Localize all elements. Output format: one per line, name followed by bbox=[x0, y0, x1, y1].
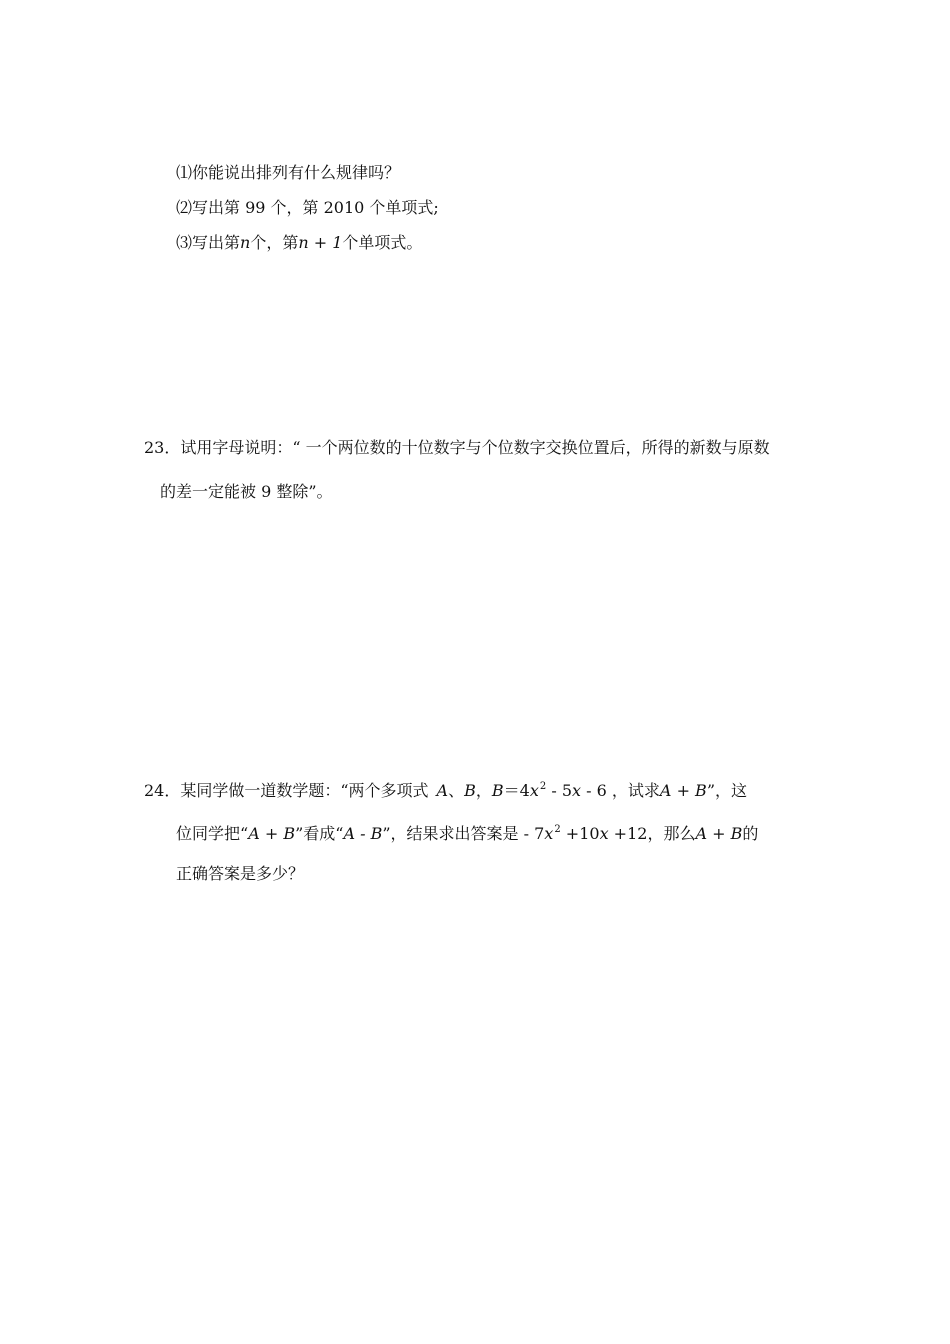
q24-l2-sum-2: A + B bbox=[695, 824, 743, 843]
q22-part-2-text: ⑵写出第 99 个，第 2010 个单项式; bbox=[176, 198, 439, 217]
q24-l2-text-d: +10 bbox=[560, 824, 600, 843]
q24-l1-text-d: - 5 bbox=[546, 781, 573, 800]
q24-l2-text-c: ”，结果求出答案是 - 7 bbox=[382, 824, 545, 843]
q23-line-2 bbox=[160, 480, 333, 504]
q24-l2-sum: A + B bbox=[248, 824, 296, 843]
q24-l1-var-B2: B bbox=[491, 781, 504, 800]
q24-l2-diff: A - B bbox=[343, 824, 383, 843]
q22-part-2 bbox=[176, 196, 439, 220]
q23-line-1 bbox=[144, 436, 770, 460]
q24-l1-var-x: x bbox=[529, 781, 539, 800]
q24-l2-exponent: 2 bbox=[554, 824, 561, 835]
q22-part-3-var-n: n bbox=[240, 233, 251, 252]
q24-line-2 bbox=[176, 822, 758, 849]
q24-l2-text-f: 的 bbox=[742, 824, 759, 843]
q24-l1-var-B: B bbox=[464, 781, 476, 800]
q24-l1-text-e: - 6 ，试求 bbox=[581, 781, 660, 800]
q24-line-3-text: 正确答案是多少？ bbox=[176, 864, 305, 883]
q24-l2-text-b: ”看成“ bbox=[295, 824, 344, 843]
q22-part-1-text: ⑴你能说出排列有什么规律吗？ bbox=[176, 163, 401, 182]
q22-part-3-text-c: 个单项式。 bbox=[342, 233, 423, 252]
q24-line-3 bbox=[176, 862, 304, 886]
q22-part-3 bbox=[176, 231, 422, 255]
q24-line-1 bbox=[144, 779, 747, 806]
q24-l2-text-e: +12，那么 bbox=[608, 824, 696, 843]
q23-line-2-text: 的差一定能被 9 整除”。 bbox=[160, 482, 333, 501]
q24-l1-var-A: A bbox=[436, 781, 449, 800]
q24-l1-var-x2: x bbox=[572, 781, 582, 800]
q24-l1-text-b: 、 bbox=[448, 781, 465, 800]
q22-part-3-expr: n + 1 bbox=[298, 233, 343, 252]
q23-line-1-text: 23．试用字母说明：“ 一个两位数的十位数字与个位数字交换位置后，所得的新数与原数 bbox=[144, 438, 770, 457]
q22-part-3-text-b: 个，第 bbox=[250, 233, 299, 252]
q22-part-3-text-a: ⑶写出第 bbox=[176, 233, 241, 252]
q24-l1-exponent: 2 bbox=[539, 781, 547, 792]
q24-l2-var-x2: x bbox=[599, 824, 609, 843]
q22-part-1 bbox=[176, 161, 400, 185]
q24-l1-text-c: ， bbox=[475, 781, 492, 800]
q24-l1-text-a: 24．某同学做一道数学题：“两个多项式 bbox=[144, 781, 429, 800]
q24-l2-var-x: x bbox=[544, 824, 554, 843]
q24-l2-text-a: 位同学把“ bbox=[176, 824, 249, 843]
q24-l1-eq: ＝4 bbox=[503, 781, 530, 800]
q24-l1-text-f: ”，这 bbox=[706, 781, 747, 800]
q24-l1-sum: A + B bbox=[659, 781, 707, 800]
